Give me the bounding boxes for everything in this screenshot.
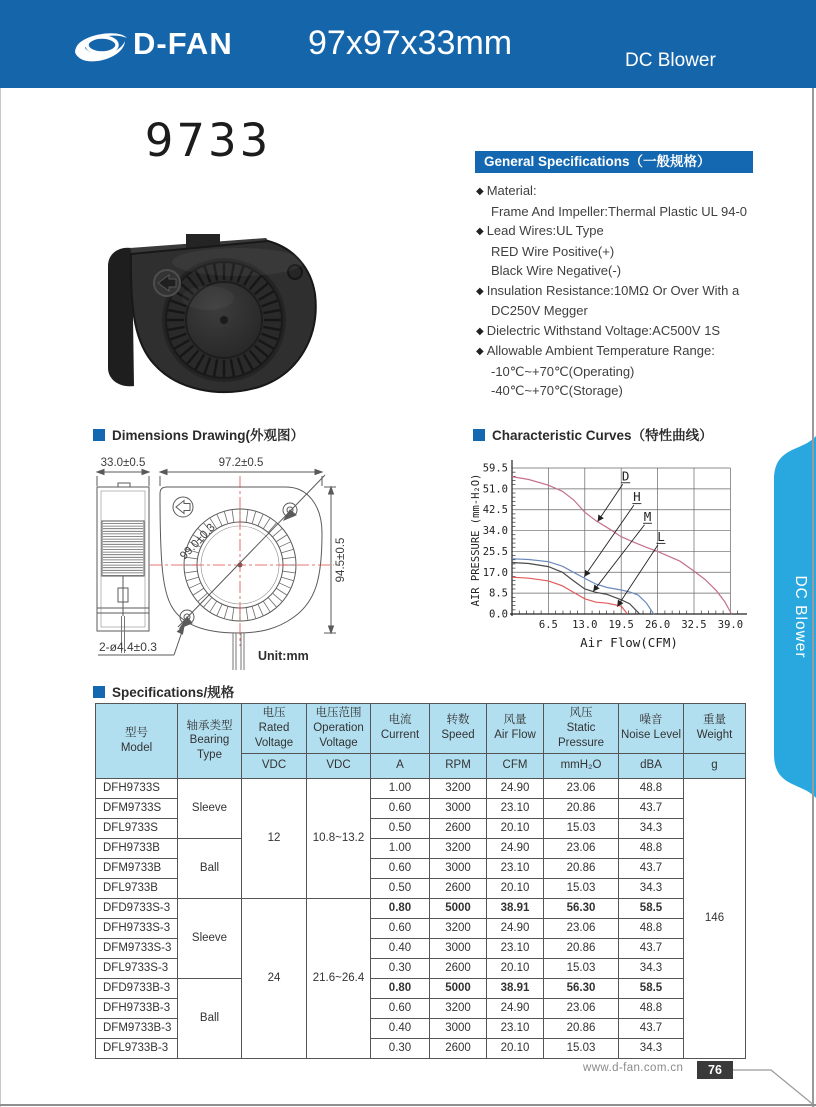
footer-corner-line	[733, 1061, 816, 1107]
column-header: 电压范围 Operation Voltage	[307, 704, 371, 754]
cell-current: 0.80	[371, 898, 430, 918]
brand-logo-icon	[72, 28, 130, 62]
column-unit: A	[371, 753, 430, 778]
general-spec-item: ◆ Lead Wires:UL Type	[476, 223, 604, 238]
cell-current: 0.40	[371, 1018, 430, 1038]
cell-noise: 34.3	[619, 878, 684, 898]
dimensions-drawing	[88, 448, 438, 680]
column-unit: dBA	[619, 753, 684, 778]
cell-static: 20.86	[544, 798, 619, 818]
product-category: DC Blower	[625, 50, 716, 71]
characteristic-curves-chart	[467, 444, 767, 660]
column-header: 风压 Static Pressure	[544, 704, 619, 754]
cell-speed: 3200	[430, 838, 487, 858]
cell-airflow: 23.10	[487, 1018, 544, 1038]
cell-static: 20.86	[544, 858, 619, 878]
table-row	[96, 778, 746, 798]
svg-text:59.5: 59.5	[482, 462, 508, 475]
cell-static: 56.30	[544, 898, 619, 918]
cell-airflow: 24.90	[487, 998, 544, 1018]
cell-airflow: 24.90	[487, 918, 544, 938]
svg-text:13.0: 13.0	[572, 619, 598, 631]
section-title-curves: Characteristic Curves（特性曲线）	[473, 424, 713, 444]
svg-text:17.0: 17.0	[482, 566, 508, 579]
cell-noise: 43.7	[619, 938, 684, 958]
section-bullet-icon	[93, 429, 105, 441]
cell-model: DFD9733S-3	[96, 898, 178, 918]
side-tab-dc-blower	[762, 436, 816, 798]
svg-text:39.0: 39.0	[717, 619, 744, 631]
diagonal-dimension	[178, 475, 325, 628]
cell-noise: 43.7	[619, 1018, 684, 1038]
cell-bearing-type: Sleeve	[178, 778, 242, 838]
cell-static: 20.86	[544, 938, 619, 958]
cell-airflow: 20.10	[487, 818, 544, 838]
cell-airflow: 38.91	[487, 978, 544, 998]
dim-label-front-height: 94.5±0.5	[335, 537, 347, 583]
svg-text:51.0: 51.0	[482, 483, 508, 496]
svg-text:H: H	[633, 489, 641, 505]
general-spec-item: DC250V Megger	[491, 303, 588, 318]
cell-speed: 5000	[430, 898, 487, 918]
cell-noise: 34.3	[619, 818, 684, 838]
product-size-title: 97x97x33mm	[308, 24, 513, 62]
cell-model: DFH9733S-3	[96, 918, 178, 938]
table-row	[96, 838, 746, 858]
dim-label-side-width: 33.0±0.5	[100, 457, 146, 469]
impeller	[166, 262, 282, 378]
section-title-specifications: Specifications/规格	[93, 681, 234, 701]
column-unit: CFM	[487, 753, 544, 778]
cell-model: DFD9733B-3	[96, 978, 178, 998]
cell-airflow: 20.10	[487, 1038, 544, 1058]
column-unit: mmH₂O	[544, 753, 619, 778]
chart-minor-ticks	[512, 472, 738, 614]
cell-model: DFM9733B	[96, 858, 178, 878]
cell-static: 15.03	[544, 958, 619, 978]
column-header: 噪音 Noise Level	[619, 704, 684, 754]
cell-noise: 43.7	[619, 858, 684, 878]
column-header: 风量 Air Flow	[487, 704, 544, 754]
chart-x-axis-label: Air Flow(CFM)	[580, 635, 678, 650]
cell-bearing-type: Sleeve	[178, 898, 242, 978]
general-spec-item: ◆ Dielectric Withstand Voltage:AC500V 1S	[476, 322, 721, 338]
cell-noise: 48.8	[619, 918, 684, 938]
column-unit: VDC	[307, 753, 371, 778]
column-unit: VDC	[242, 753, 307, 778]
cell-noise: 48.8	[619, 778, 684, 798]
general-spec-item: Frame And Impeller:Thermal Plastic UL 94-0	[491, 203, 748, 219]
cell-speed: 3000	[430, 858, 487, 878]
cell-speed: 5000	[430, 978, 487, 998]
svg-text:26.0: 26.0	[644, 619, 671, 631]
cell-airflow: 23.10	[487, 858, 544, 878]
dim-97	[160, 470, 322, 487]
cell-noise: 48.8	[619, 838, 684, 858]
cell-model: DFH9733B	[96, 838, 178, 858]
svg-text:8.5: 8.5	[489, 587, 508, 600]
cell-airflow: 38.91	[487, 898, 544, 918]
column-header: 电流 Current	[371, 704, 430, 754]
cell-static: 56.30	[544, 978, 619, 998]
cell-airflow: 20.10	[487, 878, 544, 898]
side-view	[97, 483, 149, 653]
cell-rated-voltage: 24	[242, 898, 307, 1058]
cell-speed: 2600	[430, 1038, 487, 1058]
cell-noise: 34.3	[619, 958, 684, 978]
cell-noise: 48.8	[619, 998, 684, 1018]
cell-speed: 3000	[430, 1018, 487, 1038]
chart-y-axis-label: AIR PRESSURE (mm-H₂O)	[470, 473, 482, 607]
dim-label-front-width: 97.2±0.5	[218, 457, 264, 469]
cell-model: DFL9733B-3	[96, 1038, 178, 1058]
cell-speed: 2600	[430, 818, 487, 838]
cell-noise: 58.5	[619, 978, 684, 998]
svg-text:34.0: 34.0	[482, 525, 508, 538]
cell-speed: 3200	[430, 918, 487, 938]
cell-current: 0.60	[371, 798, 430, 818]
cell-current: 0.50	[371, 878, 430, 898]
cell-current: 0.50	[371, 818, 430, 838]
cell-airflow: 24.90	[487, 778, 544, 798]
column-unit: RPM	[430, 753, 487, 778]
cell-static: 23.06	[544, 778, 619, 798]
cell-static: 15.03	[544, 1038, 619, 1058]
specifications-table	[95, 703, 746, 1059]
front-view	[160, 487, 322, 670]
svg-text:M: M	[643, 508, 652, 524]
brand-name: D-FAN	[133, 26, 233, 61]
chart-tick-labels	[483, 462, 743, 631]
cell-noise: 58.5	[619, 898, 684, 918]
general-spec-item: -10℃~+70℃(Operating)	[491, 363, 635, 379]
cell-model: DFH9733B-3	[96, 998, 178, 1018]
general-spec-item: Black Wire Negative(-)	[491, 263, 622, 278]
chart-grid	[512, 468, 730, 614]
diamond-bullet-icon: ◆	[476, 226, 484, 237]
cell-model: DFL9733S	[96, 818, 178, 838]
side-tab-label: DC Blower	[792, 575, 809, 659]
general-spec-item: ◆ Material:	[476, 183, 537, 198]
cell-bearing-type: Ball	[178, 978, 242, 1058]
diamond-bullet-icon: ◆	[476, 285, 484, 297]
cell-current: 0.30	[371, 958, 430, 978]
cell-current: 1.00	[371, 838, 430, 858]
page-border-right	[812, 88, 814, 1107]
diamond-bullet-icon: ◆	[476, 325, 484, 337]
cell-model: DFM9733S	[96, 798, 178, 818]
cell-speed: 3200	[430, 998, 487, 1018]
cell-weight: 146	[684, 778, 746, 1058]
cell-noise: 34.3	[619, 1038, 684, 1058]
cell-bearing-type: Ball	[178, 838, 242, 898]
header-bar	[0, 0, 816, 88]
svg-text:32.5: 32.5	[681, 619, 707, 631]
column-header: 电压 Rated Voltage	[242, 704, 307, 754]
svg-text:D: D	[621, 468, 630, 484]
general-spec-item: ◆ Insulation Resistance:10MΩ Or Over With a	[476, 282, 740, 298]
model-number-title: 9733	[144, 114, 272, 167]
cell-current: 0.80	[371, 978, 430, 998]
column-header: 型号 Model	[96, 704, 178, 779]
svg-text:25.5: 25.5	[482, 545, 508, 558]
column-unit: g	[684, 753, 746, 778]
cell-current: 0.60	[371, 998, 430, 1018]
cell-model: DFM9733S-3	[96, 938, 178, 958]
cell-static: 15.03	[544, 818, 619, 838]
page-border-left	[0, 88, 1, 1107]
page-number: 76	[697, 1061, 733, 1079]
cell-airflow: 23.10	[487, 798, 544, 818]
cell-operation-voltage: 21.6~26.4	[307, 898, 371, 1058]
table-row	[96, 898, 746, 918]
cell-current: 0.60	[371, 858, 430, 878]
cell-current: 0.60	[371, 918, 430, 938]
general-spec-item: -40℃~+70℃(Storage)	[491, 383, 623, 398]
svg-text:0.0: 0.0	[489, 608, 508, 621]
cell-operation-voltage: 10.8~13.2	[307, 778, 371, 898]
svg-text:L: L	[657, 528, 665, 544]
cell-airflow: 23.10	[487, 938, 544, 958]
column-header: 重量 Weight	[684, 704, 746, 754]
cell-model: DFL9733S-3	[96, 958, 178, 978]
cell-speed: 3000	[430, 798, 487, 818]
svg-text:19.5: 19.5	[608, 619, 634, 631]
column-header: 转数 Speed	[430, 704, 487, 754]
dim-label-holes: 2-ø4.4±0.3	[99, 640, 157, 654]
cell-model: DFM9733B-3	[96, 1018, 178, 1038]
page-border-bottom	[0, 1104, 816, 1106]
cell-static: 15.03	[544, 878, 619, 898]
cell-speed: 3000	[430, 938, 487, 958]
svg-text:6.5: 6.5	[538, 619, 558, 631]
cell-speed: 2600	[430, 878, 487, 898]
unit-label: Unit:mm	[258, 649, 309, 663]
cell-current: 1.00	[371, 778, 430, 798]
general-spec-item: RED Wire Positive(+)	[491, 243, 615, 259]
section-title-dimensions: Dimensions Drawing(外观图）	[93, 424, 304, 444]
general-specs-title-bar: General Specifications（一般规格）	[475, 151, 753, 173]
curve-H	[512, 559, 654, 614]
table-row	[96, 978, 746, 998]
cell-speed: 3200	[430, 778, 487, 798]
website-url: www.d-fan.com.cn	[583, 1062, 684, 1074]
column-header: 轴承类型 Bearing Type	[178, 704, 242, 779]
cell-static: 20.86	[544, 1018, 619, 1038]
cell-static: 23.06	[544, 838, 619, 858]
product-photo	[88, 176, 323, 398]
svg-text:42.5: 42.5	[482, 504, 508, 517]
dim-33	[97, 470, 149, 487]
general-spec-item: ◆ Allowable Ambient Temperature Range:	[476, 343, 715, 358]
diamond-bullet-icon: ◆	[476, 186, 484, 197]
cell-model: DFL9733B	[96, 878, 178, 898]
cell-airflow: 20.10	[487, 958, 544, 978]
cell-airflow: 24.90	[487, 838, 544, 858]
section-bullet-icon	[473, 429, 485, 441]
diamond-bullet-icon: ◆	[476, 346, 484, 357]
general-specs-list	[476, 181, 811, 401]
cell-speed: 2600	[430, 958, 487, 978]
cell-current: 0.30	[371, 1038, 430, 1058]
cell-noise: 43.7	[619, 798, 684, 818]
cell-static: 23.06	[544, 998, 619, 1018]
cell-model: DFH9733S	[96, 778, 178, 798]
rotation-arrow-badge	[154, 270, 180, 296]
chart-axes	[510, 460, 747, 616]
section-bullet-icon	[93, 686, 105, 698]
cell-static: 23.06	[544, 918, 619, 938]
dim-label-diagonal: 99.0±0.3	[178, 521, 218, 563]
cell-current: 0.40	[371, 938, 430, 958]
cell-rated-voltage: 12	[242, 778, 307, 898]
